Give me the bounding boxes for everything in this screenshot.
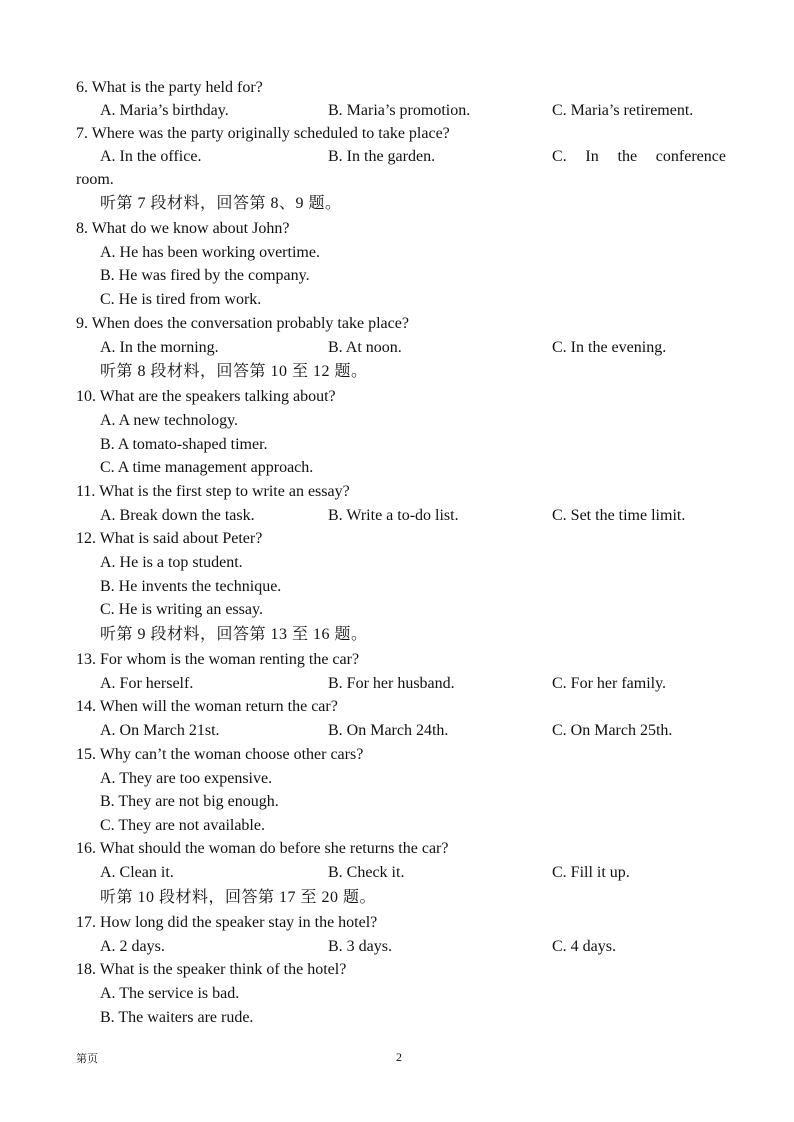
option-row <box>0 409 794 432</box>
option-a: A. A new technology. <box>100 412 239 429</box>
question-stem: 12. What is said about Peter? <box>76 530 263 547</box>
question-stem: 16. What should the woman do before she returns the car? <box>76 840 449 857</box>
option-row <box>0 814 794 837</box>
question-stem: 8. What do we know about John? <box>76 220 290 237</box>
option-a: A. They are too expensive. <box>100 770 273 787</box>
option-a: A. In the morning. <box>100 339 219 356</box>
option-c-word: C. <box>552 148 567 165</box>
option-c-word: the <box>617 148 638 165</box>
option-b: B. In the garden. <box>328 148 436 165</box>
section-instruction-9 <box>0 623 794 646</box>
option-c: C. They are not available. <box>100 817 265 834</box>
option-c <box>552 145 726 168</box>
options-row <box>0 145 794 168</box>
question-6 <box>0 76 794 99</box>
option-a: A. On March 21st. <box>100 722 220 739</box>
footer-label: 第页 <box>76 1053 98 1065</box>
question-18 <box>0 958 794 981</box>
option-row <box>0 1006 794 1029</box>
option-a: A. He is a top student. <box>100 554 243 571</box>
section-instruction-10 <box>0 886 794 909</box>
option-row <box>0 767 794 790</box>
option-c: C. Set the time limit. <box>552 507 686 524</box>
option-b: B. Maria’s promotion. <box>328 102 471 119</box>
question-stem: 13. For whom is the woman renting the car? <box>76 651 360 668</box>
option-c-cont: room. <box>76 171 114 188</box>
options-row <box>0 504 794 527</box>
option-row <box>0 288 794 311</box>
option-b: B. The waiters are rude. <box>100 1009 254 1026</box>
question-8 <box>0 217 794 240</box>
option-row <box>0 982 794 1005</box>
option-b: B. He was fired by the company. <box>100 267 310 284</box>
option-a: A. In the office. <box>100 148 202 165</box>
option-row <box>0 241 794 264</box>
question-11 <box>0 480 794 503</box>
option-a: A. Break down the task. <box>100 507 255 524</box>
option-c: C. For her family. <box>552 675 667 692</box>
option-c-continuation <box>0 168 794 191</box>
question-stem: 17. How long did the speaker stay in the hotel? <box>76 914 378 931</box>
options-row <box>0 935 794 958</box>
option-b: B. Check it. <box>328 864 405 881</box>
section-text: 听第 10 段材料，回答第 17 至 20 题。 <box>100 889 377 906</box>
question-17 <box>0 911 794 934</box>
option-a: A. 2 days. <box>100 938 165 955</box>
option-b: B. 3 days. <box>328 938 392 955</box>
question-stem: 11. What is the first step to write an essay? <box>76 483 350 500</box>
option-row <box>0 433 794 456</box>
option-c: C. Fill it up. <box>552 864 630 881</box>
question-stem: 15. Why can’t the woman choose other cars? <box>76 746 364 763</box>
question-7 <box>0 122 794 145</box>
question-stem: 6. What is the party held for? <box>76 79 263 96</box>
section-text: 听第 8 段材料，回答第 10 至 12 题。 <box>100 363 368 380</box>
option-c-word: In <box>585 148 599 165</box>
option-row <box>0 456 794 479</box>
option-c: C. A time management approach. <box>100 459 314 476</box>
option-a: A. Maria’s birthday. <box>100 102 229 119</box>
question-stem: 18. What is the speaker think of the hotel? <box>76 961 347 978</box>
option-a: A. He has been working overtime. <box>100 244 320 261</box>
option-c: C. On March 25th. <box>552 722 673 739</box>
question-stem: 10. What are the speakers talking about? <box>76 388 336 405</box>
section-instruction-8 <box>0 360 794 383</box>
option-a: A. For herself. <box>100 675 194 692</box>
option-b: B. He invents the technique. <box>100 578 282 595</box>
option-b: B. For her husband. <box>328 675 455 692</box>
question-stem: 14. When will the woman return the car? <box>76 698 338 715</box>
option-b: B. On March 24th. <box>328 722 449 739</box>
question-stem: 7. Where was the party originally scheduled to take place? <box>76 125 450 142</box>
page-number: 2 <box>396 1050 402 1064</box>
question-10 <box>0 385 794 408</box>
option-b: B. They are not big enough. <box>100 793 279 810</box>
option-row <box>0 790 794 813</box>
option-row <box>0 575 794 598</box>
option-c: C. Maria’s retirement. <box>552 102 694 119</box>
option-c: C. He is tired from work. <box>100 291 262 308</box>
option-b: B. A tomato-shaped timer. <box>100 436 268 453</box>
option-b: B. At noon. <box>328 339 402 356</box>
section-text: 听第 7 段材料，回答第 8、9 题。 <box>100 195 342 212</box>
question-16 <box>0 837 794 860</box>
option-c: C. He is writing an essay. <box>100 601 263 618</box>
options-row <box>0 861 794 884</box>
section-instruction-7 <box>0 192 794 215</box>
options-row <box>0 336 794 359</box>
question-15 <box>0 743 794 766</box>
option-c-word: conference <box>655 148 726 165</box>
options-row <box>0 99 794 122</box>
question-stem: 9. When does the conversation probably take place? <box>76 315 409 332</box>
question-14 <box>0 695 794 718</box>
option-c: C. 4 days. <box>552 938 616 955</box>
option-a: A. The service is bad. <box>100 985 240 1002</box>
option-b: B. Write a to-do list. <box>328 507 459 524</box>
option-row <box>0 551 794 574</box>
question-12 <box>0 527 794 550</box>
option-row <box>0 598 794 621</box>
section-text: 听第 9 段材料，回答第 13 至 16 题。 <box>100 626 368 643</box>
question-9 <box>0 312 794 335</box>
option-a: A. Clean it. <box>100 864 174 881</box>
options-row <box>0 719 794 742</box>
question-13 <box>0 648 794 671</box>
option-c: C. In the evening. <box>552 339 667 356</box>
options-row <box>0 672 794 695</box>
option-row <box>0 264 794 287</box>
